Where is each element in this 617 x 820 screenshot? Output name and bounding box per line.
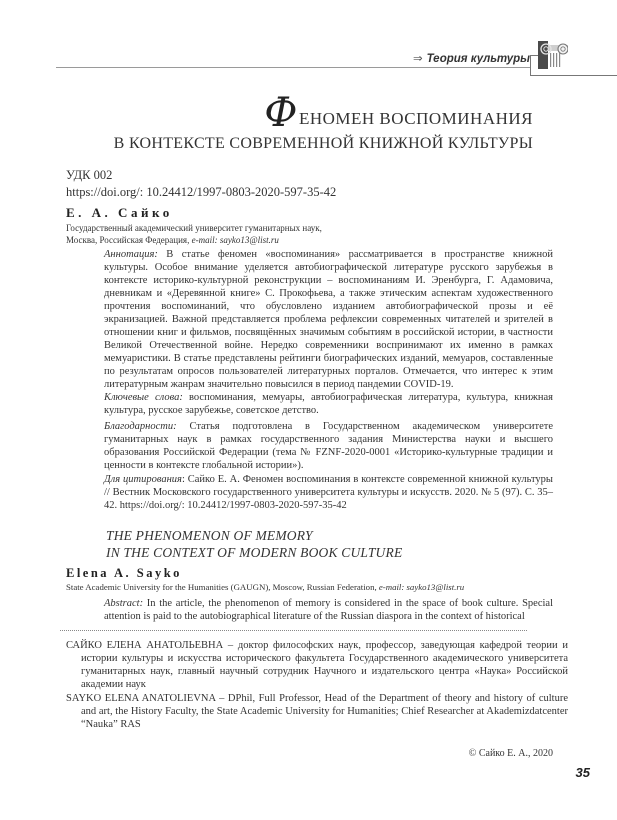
title-drop-cap: Ф xyxy=(264,90,298,136)
section-title: Теория культуры xyxy=(426,53,530,65)
english-title-line-1: THE PHENOMENON OF MEMORY xyxy=(106,528,313,543)
author-bio-en: SAYKO ELENA ANATOLIEVNA – DPhil, Full Professor, Head of the Department of theory and history of culture and art, the History Faculty, the State Academic University for Humanities; Chief Researcher at Akademizdatcenter “Nauka” RAS xyxy=(66,693,568,730)
acknowledgments-paragraph xyxy=(104,420,553,472)
affiliation-line xyxy=(66,234,322,246)
affiliation-text: State Academic University for the Humanities (GAUGN), Moscow, Russian Federation, xyxy=(66,582,379,592)
email-label: e-mail: xyxy=(378,582,405,592)
author-bio-ru: САЙКО ЕЛЕНА АНАТОЛЬЕВНА – доктор философских наук, профессор, заведующая кафедрой теории и истории культуры и искусства исторического факультета Государственного академического университета гуманитарных наук, главный научный сотрудник Научного и издательского центра «Наука» Российской академии наук xyxy=(66,640,568,690)
keywords-paragraph xyxy=(104,391,553,417)
affiliation-line: Государственный академический университет гуманитарных наук, xyxy=(66,223,322,233)
header-rule xyxy=(56,67,531,68)
abstract-label: Abstract: xyxy=(104,598,144,609)
citation-paragraph xyxy=(104,473,553,512)
copyright: © Сайко Е. А., 2020 xyxy=(468,748,553,759)
ionic-column-icon xyxy=(538,41,568,69)
acknowledgments-text: Статья подготовлена в Государственном академическом университете гуманитарных наук в рамках государственного задания Министерства науки и высшего образования Российской Федерации (тема № FZNF-2020-0001 «Историко-культурные традиции и ценности в контексте глобальной истории»). xyxy=(104,421,553,471)
footnote-separator xyxy=(60,630,527,631)
keywords-label: Ключевые слова: xyxy=(104,392,183,403)
title-line-2: В КОНТЕКСТЕ СОВРЕМЕННОЙ КНИЖНОЙ КУЛЬТУРЫ xyxy=(113,135,533,152)
article-meta xyxy=(66,167,336,201)
citation-label: Для цитирования xyxy=(104,474,182,485)
author-name-en: Elena A. Sayko xyxy=(66,566,182,580)
article-title xyxy=(60,90,533,156)
arrow-icon: ⇒ xyxy=(412,53,423,65)
section-label xyxy=(300,51,530,65)
email-label: e-mail: xyxy=(191,235,218,245)
keywords-text: воспоминания, мемуары, автобиографическая литература, культура, книжная культура, русское зарубежье, советское детство. xyxy=(104,392,553,416)
abstract-text: In the article, the phenomenon of memory is considered in the space of book culture. Special attention is paid to the autobiographical literature of the Russian diaspora in the context of historical xyxy=(104,598,553,622)
doi-link[interactable]: https://doi.org/: 10.24412/1997-0803-2020-597-35-42 xyxy=(66,185,337,199)
logo-frame xyxy=(530,55,531,75)
author-name-ru: Е. А. Сайко xyxy=(66,205,173,220)
author-email[interactable]: sayko13@list.ru xyxy=(406,582,465,592)
english-title xyxy=(106,527,402,561)
logo-frame xyxy=(530,75,617,76)
udc-code: УДК 002 xyxy=(66,168,113,182)
annotation-label: Аннотация: xyxy=(104,249,158,260)
abstract-paragraph xyxy=(104,597,553,623)
citation-text: : Сайко Е. А. Феномен воспоминания в контексте современной книжной культуры // Вестник Московского государственного университета культуры и искусств. 2020. № 5 (97). С. 35–42. https://doi.org/: 10.24412/1997-0803-2020-597-35-42 xyxy=(104,474,553,511)
affiliation-location: Москва, Российская Федерация, xyxy=(66,235,192,245)
page-number: 35 xyxy=(575,765,590,780)
annotation-text: В статье феномен «воспоминания» рассматривается в пространстве книжной культуры. Особое внимание уделяется автобиографической литературе русского зарубежья в контексте историко-культурной реконструкции – воспоминаниям И. Эренбурга, Г. Адамовича, дневникам и «Деревянной книге» С. Прокофьева, а также этическим аспектам художественного прочтения воспоминаний, что обусловлено изданием автобиографической прозы и её экранизацией. Важной представляется проблема рефлексии современных читателей и зрителей в отношении книг и фильмов, посвящённых значимым событиям в российской истории, в частности Великой Отечественной войне. Нередко современники воспринимают их именно в рамках мемуаристики. В статье представлены рейтинги биографических изданий, мемуаров, составленные по результатам опросов пользователей литературных порталов. Отмечается, что интерес к этим литературным жанрам значительно повысился в период пандемии COVID-19. xyxy=(104,249,553,390)
author-affiliation-ru xyxy=(66,222,322,246)
title-line-1: ЕНОМЕН ВОСПОМИНАНИЯ xyxy=(298,109,533,128)
annotation-paragraph xyxy=(104,248,553,391)
english-title-line-2: IN THE CONTEXT OF MODERN BOOK CULTURE xyxy=(106,545,403,560)
acknowledgments-label: Благодарности: xyxy=(104,421,177,432)
author-affiliation-en xyxy=(66,582,464,592)
author-email[interactable]: sayko13@list.ru xyxy=(219,235,279,245)
